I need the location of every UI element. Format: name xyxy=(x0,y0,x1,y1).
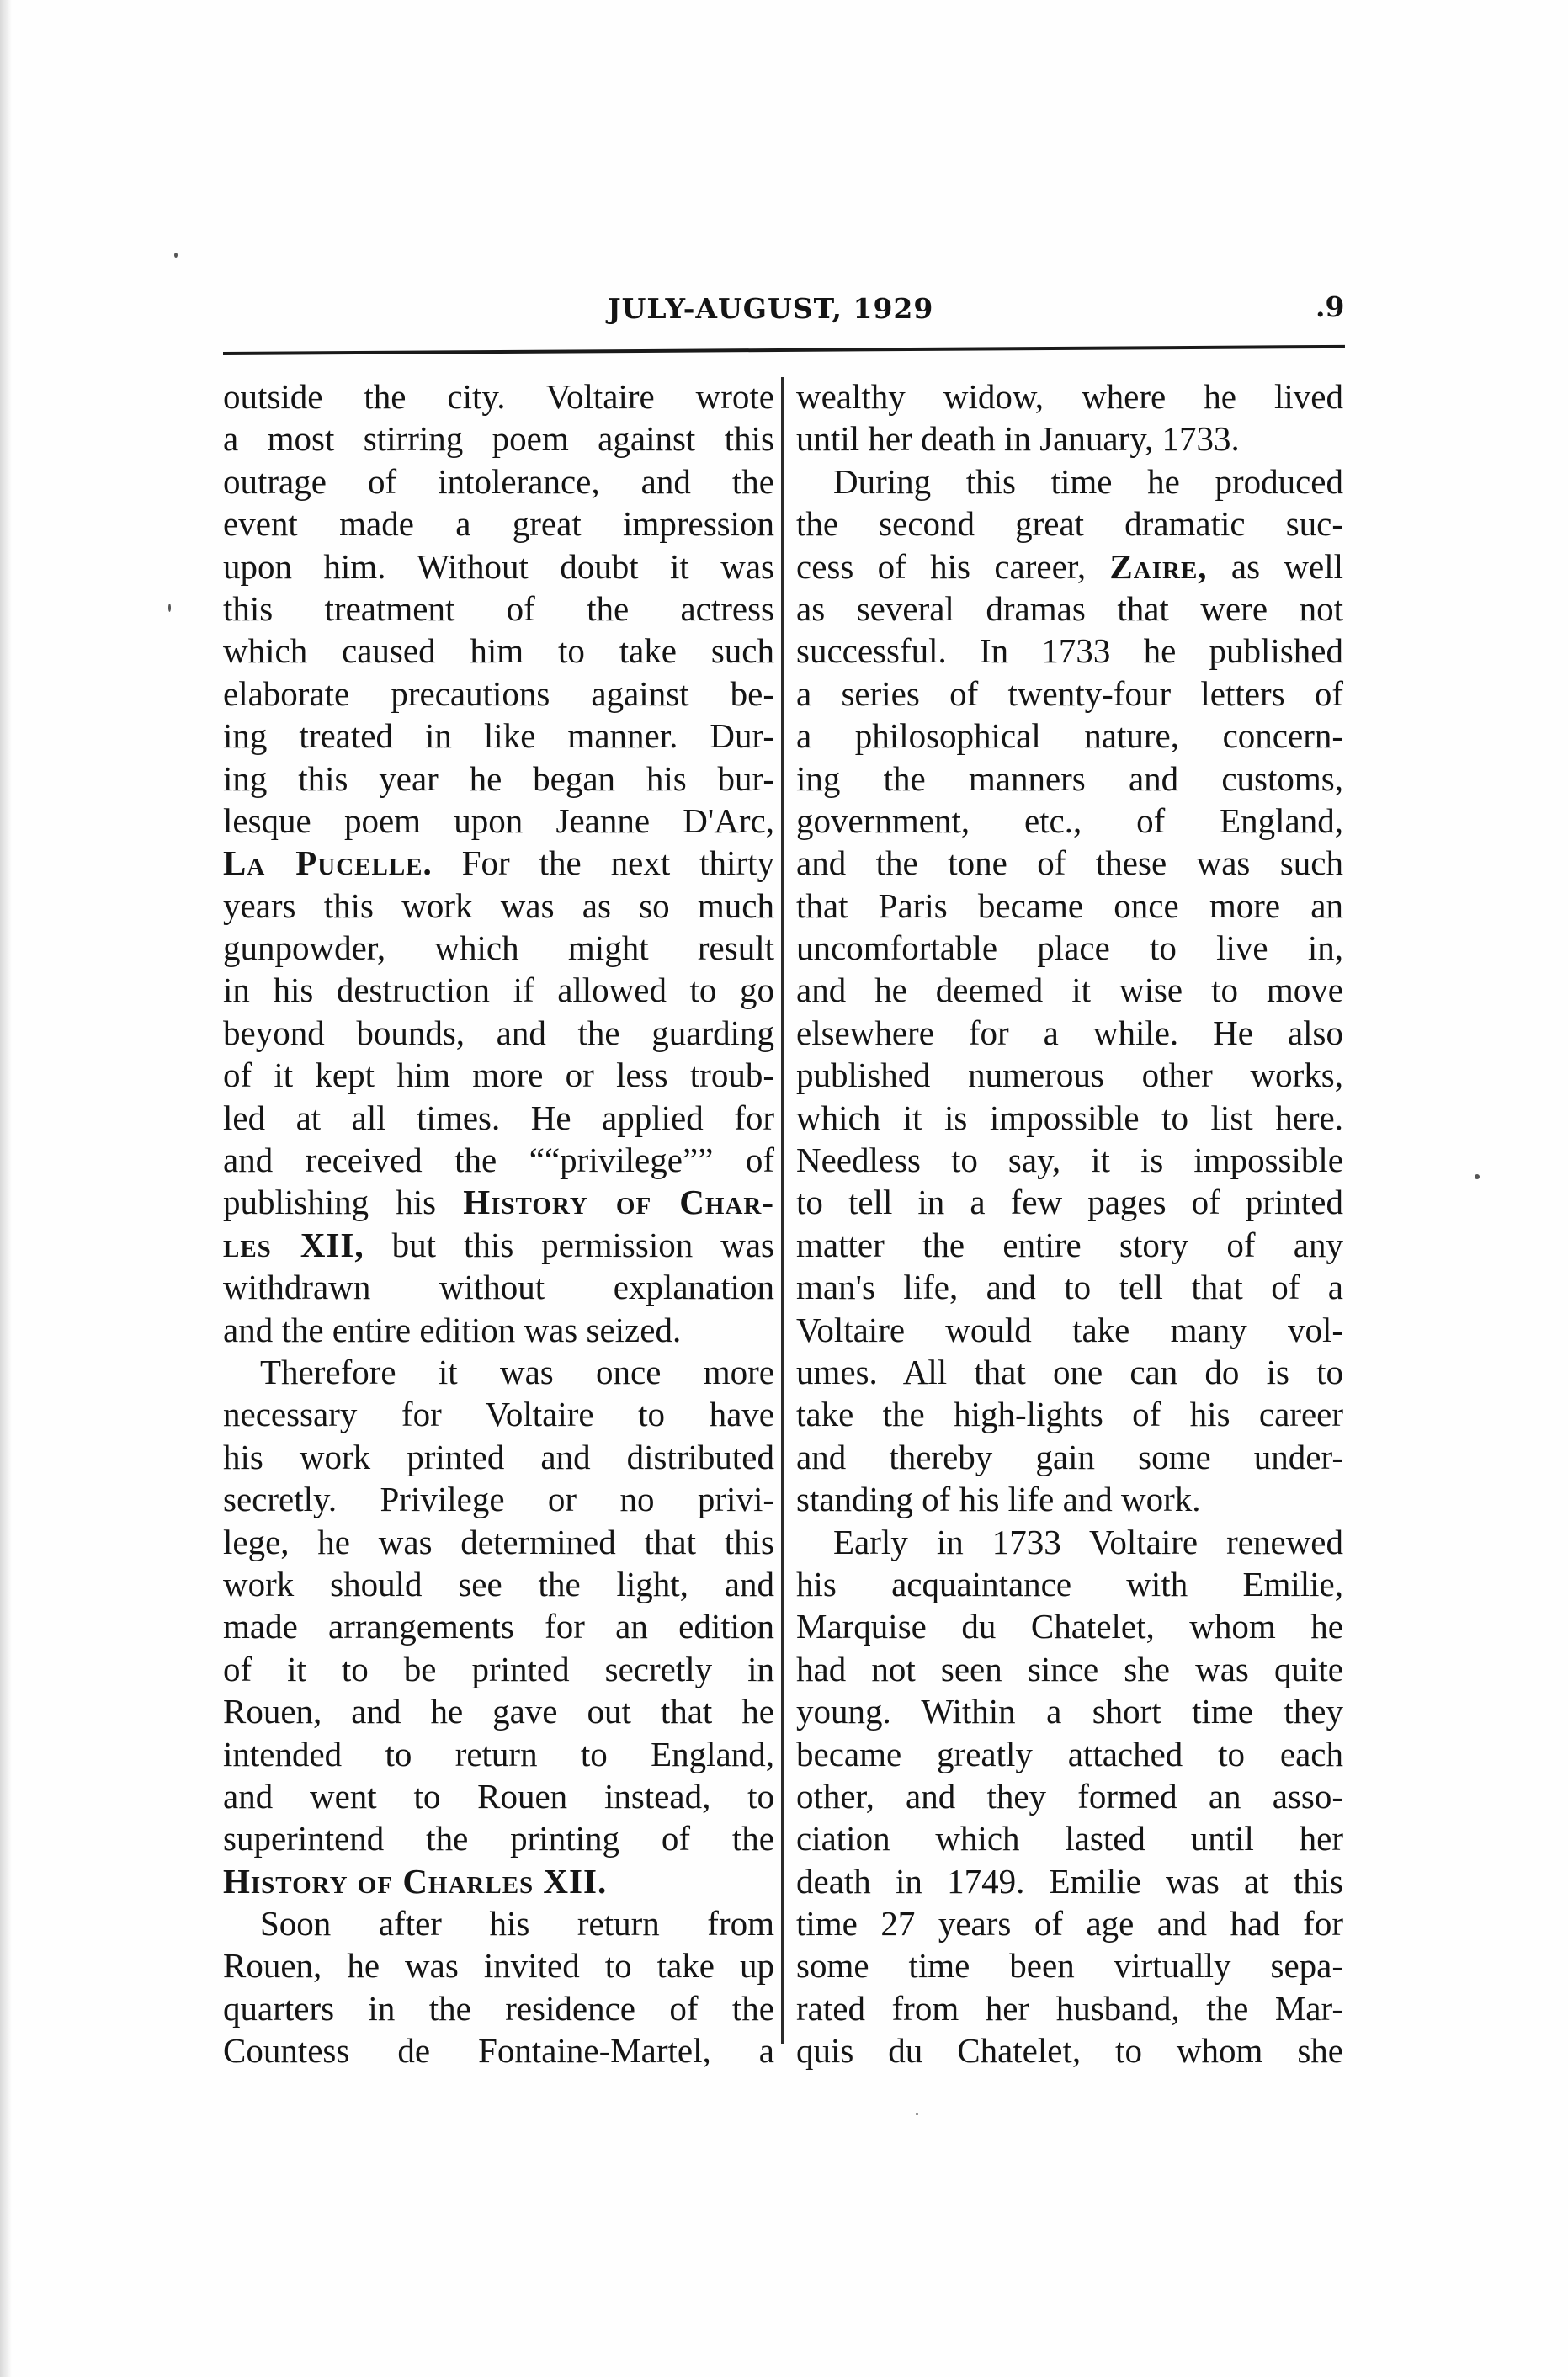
text-line: other, and they formed an asso- xyxy=(796,1776,1343,1816)
text-line: rated from her husband, the Mar- xyxy=(796,1988,1343,2028)
text-line: which it is impossible to list here. xyxy=(796,1098,1343,1137)
text-line: Soon after his return from xyxy=(260,1904,774,1944)
text-line: quis du Chatelet, to whom she xyxy=(796,2031,1343,2071)
text-line: intended to return to England, xyxy=(223,1734,774,1773)
text-line: Countess de Fontaine-Martel, a xyxy=(223,2031,774,2071)
text-line: a most stirring poem against this xyxy=(223,419,774,459)
text-line: wealthy widow, where he lived xyxy=(796,377,1343,416)
text-line: and the entire edition was seized. xyxy=(223,1310,682,1349)
page-number: .9 xyxy=(1316,290,1345,323)
text-line: Rouen, and he gave out that he xyxy=(223,1692,774,1731)
text-line: of it kept him more or less troub- xyxy=(223,1056,774,1095)
small-caps-title: les XII, xyxy=(223,1225,364,1264)
line-text-suffix: For the next thirty xyxy=(432,843,774,883)
small-caps-title: History of Charles XII. xyxy=(223,1861,608,1901)
text-line: this treatment of the actress xyxy=(223,588,774,628)
text-line: successful. In 1733 he published xyxy=(796,631,1343,671)
small-caps-title: Zaire, xyxy=(1109,546,1208,586)
print-speck xyxy=(1475,1174,1480,1179)
text-line: a series of twenty-four letters of xyxy=(796,673,1343,713)
text-line: Therefore it was once more xyxy=(260,1352,774,1391)
small-caps-title: La Pucelle. xyxy=(223,843,433,883)
text-line: of it to be printed secretly in xyxy=(223,1649,774,1688)
text-line: Voltaire would take many vol- xyxy=(796,1310,1343,1349)
text-line xyxy=(223,1224,774,1266)
text-line: ing treated in like manner. Dur- xyxy=(223,716,774,756)
text-line: and received the ““privilege”” of xyxy=(223,1141,774,1180)
line-text-suffix: but this permission was xyxy=(364,1225,774,1264)
page-edge-shadow xyxy=(0,0,12,2377)
text-line: and went to Rouen instead, to xyxy=(223,1776,774,1816)
text-line: event made a great impression xyxy=(223,504,774,544)
text-line: take the high-lights of his career xyxy=(796,1395,1343,1434)
print-speck xyxy=(174,253,178,258)
line-text-suffix: as well xyxy=(1207,546,1343,586)
text-line xyxy=(223,842,774,884)
text-line: superintend the printing of the xyxy=(223,1819,774,1859)
text-line: a philosophical nature, concern- xyxy=(796,716,1343,756)
header-rule xyxy=(223,345,1345,355)
text-line: which caused him to take such xyxy=(223,631,774,671)
text-line: elaborate precautions against be- xyxy=(223,673,774,713)
text-line: made arrangements for an edition xyxy=(223,1607,774,1646)
text-line: lege, he was determined that this xyxy=(223,1522,774,1561)
text-line: ing the manners and customs, xyxy=(796,758,1343,798)
text-line: outside the city. Voltaire wrote xyxy=(223,377,774,416)
text-line: published numerous other works, xyxy=(796,1056,1343,1095)
text-line: and the tone of these was such xyxy=(796,843,1343,883)
text-line: to tell in a few pages of printed xyxy=(796,1183,1343,1222)
text-line: became greatly attached to each xyxy=(796,1734,1343,1773)
text-line: During this time he produced xyxy=(833,461,1343,501)
text-line: his acquaintance with Emilie, xyxy=(796,1564,1343,1603)
text-line: and he deemed it wise to move xyxy=(796,970,1343,1010)
text-line: umes. All that one can do is to xyxy=(796,1352,1343,1391)
line-text-prefix: publishing his xyxy=(223,1183,464,1222)
text-line: necessary for Voltaire to have xyxy=(223,1395,774,1434)
print-speck xyxy=(168,604,171,612)
text-line: standing of his life and work. xyxy=(796,1480,1201,1519)
text-line: withdrawn without explanation xyxy=(223,1268,774,1307)
text-line: Needless to say, it is impossible xyxy=(796,1141,1343,1180)
text-line: outrage of intolerance, and the xyxy=(223,461,774,501)
text-line: some time been virtually sepa- xyxy=(796,1946,1343,1986)
text-line: in his destruction if allowed to go xyxy=(223,970,774,1010)
text-line: gunpowder, which might result xyxy=(223,928,774,968)
text-line: Marquise du Chatelet, whom he xyxy=(796,1607,1343,1646)
text-line: time 27 years of age and had for xyxy=(796,1904,1343,1944)
left-text-column xyxy=(223,375,774,2072)
text-line: as several dramas that were not xyxy=(796,588,1343,628)
text-line: Rouen, he was invited to take up xyxy=(223,1946,774,1986)
text-line: beyond bounds, and the guarding xyxy=(223,1013,774,1052)
text-line: man's life, and to tell that of a xyxy=(796,1268,1343,1307)
column-divider xyxy=(781,377,784,2044)
text-line: the second great dramatic suc- xyxy=(796,504,1343,544)
running-header-date: JULY-AUGUST, 1929 xyxy=(608,292,934,325)
text-line: upon him. Without doubt it was xyxy=(223,546,774,586)
text-line: ciation which lasted until her xyxy=(796,1819,1343,1859)
text-line: years this work was as so much xyxy=(223,885,774,925)
text-line: work should see the light, and xyxy=(223,1564,774,1603)
text-line: had not seen since she was quite xyxy=(796,1649,1343,1688)
text-line: Early in 1733 Voltaire renewed xyxy=(833,1522,1343,1561)
text-line: uncomfortable place to live in, xyxy=(796,928,1343,968)
text-line: elsewhere for a while. He also xyxy=(796,1013,1343,1052)
text-line: that Paris became once more an xyxy=(796,885,1343,925)
text-line xyxy=(796,545,1343,588)
text-line: death in 1749. Emilie was at this xyxy=(796,1861,1343,1901)
text-line: lesque poem upon Jeanne D'Arc, xyxy=(223,800,774,840)
print-speck xyxy=(916,2113,918,2115)
text-line xyxy=(223,1181,774,1223)
small-caps-title: History of Char- xyxy=(463,1183,774,1222)
text-line: his work printed and distributed xyxy=(223,1437,774,1476)
line-text-prefix: cess of his career, xyxy=(796,546,1110,586)
text-line: quarters in the residence of the xyxy=(223,1988,774,2028)
text-line: government, etc., of England, xyxy=(796,800,1343,840)
right-text-column xyxy=(796,375,1343,2072)
text-line: matter the entire story of any xyxy=(796,1225,1343,1264)
text-line: secretly. Privilege or no privi- xyxy=(223,1480,774,1519)
text-line: ing this year he began his bur- xyxy=(223,758,774,798)
text-line: young. Within a short time they xyxy=(796,1692,1343,1731)
text-line: led at all times. He applied for xyxy=(223,1098,774,1137)
text-line: and thereby gain some under- xyxy=(796,1437,1343,1476)
text-line: until her death in January, 1733. xyxy=(796,419,1240,459)
text-line xyxy=(223,1860,774,1902)
